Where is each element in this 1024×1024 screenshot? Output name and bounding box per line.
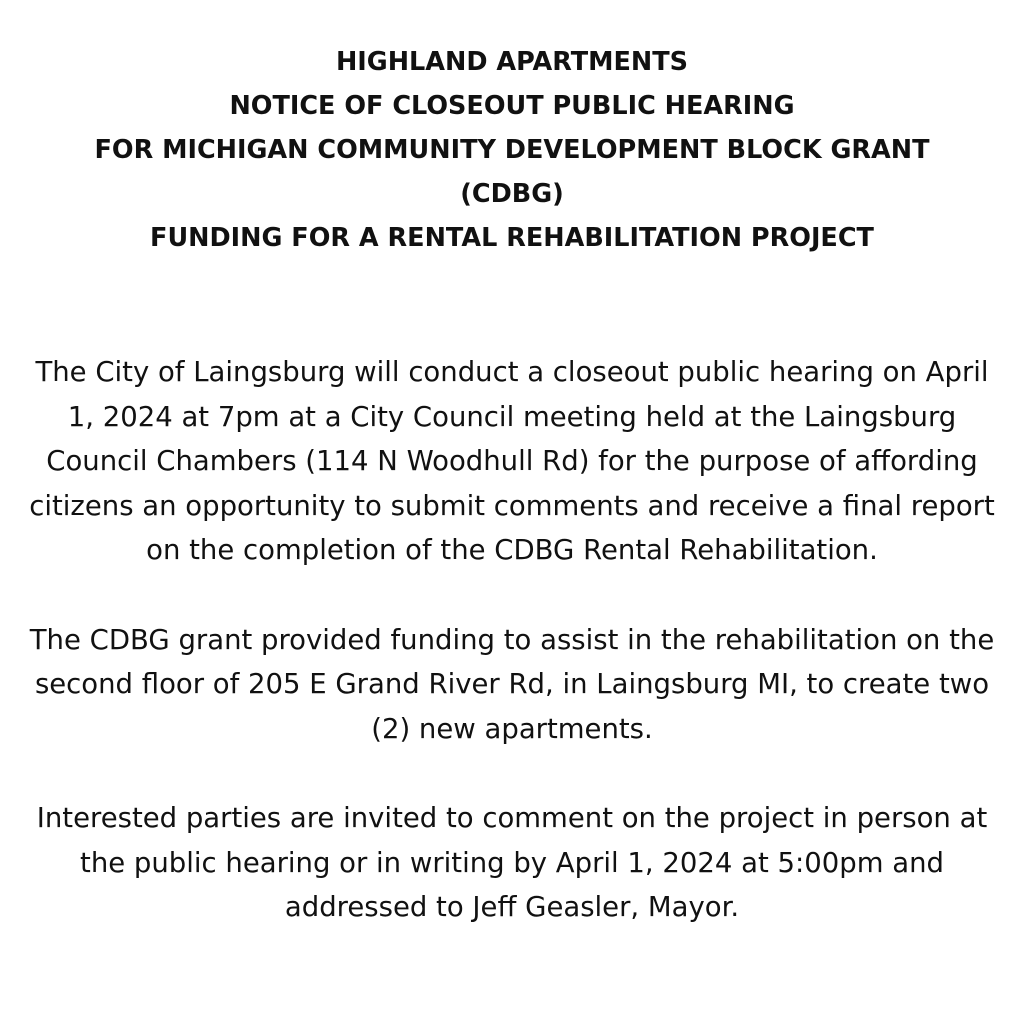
public-notice [24,40,1000,930]
notice-heading [24,40,1000,260]
heading-line-notice: NOTICE OF CLOSEOUT PUBLIC HEARING [229,91,795,121]
heading-line-purpose: FUNDING FOR A RENTAL REHABILITATION PROJECT [150,223,874,253]
heading-line-acronym: (CDBG) [460,179,564,209]
grant-description-paragraph: The CDBG grant provided funding to assist in the rehabilitation on the second floor of 205 E Grand River Rd, in Laingsburg MI, to create two (2) new apartments. [29,623,995,745]
hearing-details-paragraph: The City of Laingsburg will conduct a closeout public hearing on April 1, 2024 at 7pm at a City Council meeting held at the Laingsburg Council Chambers (114 N Woodhull Rd) for the purpose of affording citizens an opportunity to submit comments and receive a final report on the completion of the CDBG Rental Rehabilitation. [29,356,995,566]
heading-line-project: HIGHLAND APARTMENTS [335,47,689,77]
comment-invitation-paragraph: Interested parties are invited to comment on the project in person at the public hearing or in writing by April 1, 2024 at 5:00pm and addressed to Jeff Geasler, Mayor. [36,802,988,923]
heading-line-grant: FOR MICHIGAN COMMUNITY DEVELOPMENT BLOCK GRANT [94,135,930,165]
